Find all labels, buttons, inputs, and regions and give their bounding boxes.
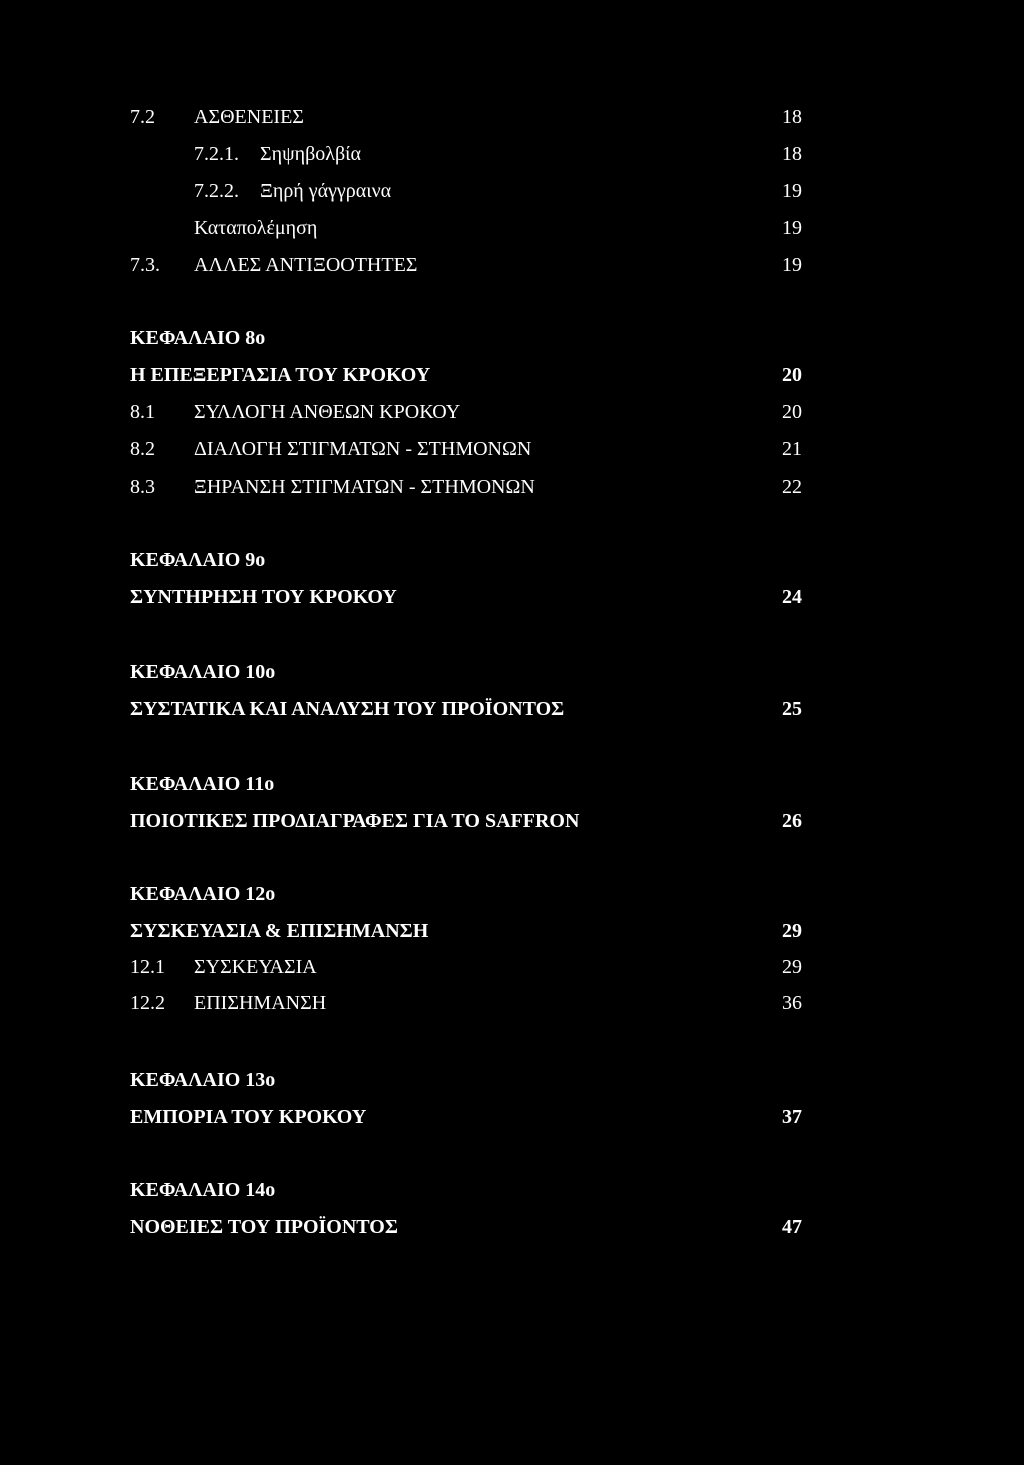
toc-entry-title: ΚΕΦΑΛΑΙΟ 13ο: [130, 1069, 276, 1091]
toc-entry: [0, 137, 1024, 171]
toc-page-number: 25: [782, 698, 802, 720]
toc-page-number: 29: [782, 920, 802, 942]
toc-heading: [0, 1063, 1024, 1097]
toc-heading: [0, 321, 1024, 355]
toc-entry-title: ΣΥΣΤΑΤΙΚΑ ΚΑΙ ΑΝΑΛΥΣΗ ΤΟΥ ΠΡΟΪΟΝΤΟΣ: [130, 698, 565, 720]
toc-page-number: 18: [782, 143, 802, 165]
toc-entry: [0, 211, 1024, 245]
toc-entry-title: ΝΟΘΕΙΕΣ ΤΟΥ ΠΡΟΪΟΝΤΟΣ: [130, 1216, 398, 1238]
toc-heading: [0, 1210, 1024, 1244]
toc-page-number: 37: [782, 1106, 802, 1128]
toc-page-number: 22: [782, 476, 802, 498]
toc-page-number: 19: [782, 217, 802, 239]
toc-entry-title: ΚΕΦΑΛΑΙΟ 11ο: [130, 773, 275, 795]
toc-entry-number: 12.1: [130, 956, 165, 978]
toc-page-number: 47: [782, 1216, 802, 1238]
toc-page-number: 20: [782, 401, 802, 423]
toc-entry-number: 8.3: [130, 476, 155, 498]
toc-heading: [0, 1173, 1024, 1207]
toc-heading: [0, 877, 1024, 911]
toc-page-number: 19: [782, 254, 802, 276]
toc-heading: [0, 358, 1024, 392]
toc-heading: [0, 543, 1024, 577]
toc-entry: [0, 950, 1024, 984]
toc-entry-title: Η ΕΠΕΞΕΡΓΑΣΙΑ ΤΟΥ ΚΡΟΚΟΥ: [130, 364, 431, 386]
toc-entry-number: 7.2.1.: [194, 143, 239, 165]
toc-page-number: 19: [782, 180, 802, 202]
toc-entry-number: 12.2: [130, 992, 165, 1014]
toc-heading: [0, 767, 1024, 801]
toc-entry: [0, 248, 1024, 282]
toc-entry-number: 7.3.: [130, 254, 160, 276]
toc-entry-title: ΚΕΦΑΛΑΙΟ 9ο: [130, 549, 266, 571]
toc-entry-title: ΚΕΦΑΛΑΙΟ 8ο: [130, 327, 266, 349]
toc-entry-title: Καταπολέμηση: [194, 217, 318, 239]
toc-page-number: 24: [782, 586, 802, 608]
toc-entry-title: ΔΙΑΛΟΓΗ ΣΤΙΓΜΑΤΩΝ - ΣΤΗΜΟΝΩΝ: [194, 438, 532, 460]
toc-entry-number: 8.1: [130, 401, 155, 423]
toc-entry-title: ΑΛΛΕΣ ΑΝΤΙΞΟΟΤΗΤΕΣ: [194, 254, 418, 276]
toc-entry-title: ΚΕΦΑΛΑΙΟ 12ο: [130, 883, 276, 905]
toc-page-number: 29: [782, 956, 802, 978]
toc-entry: [0, 174, 1024, 208]
toc-entry-number: 7.2: [130, 106, 155, 128]
toc-entry-title: ΕΜΠΟΡΙΑ ΤΟΥ ΚΡΟΚΟΥ: [130, 1106, 367, 1128]
toc-entry-title: ΣΥΣΚΕΥΑΣΙΑ & ΕΠΙΣΗΜΑΝΣΗ: [130, 920, 429, 942]
toc-entry-title: ΕΠΙΣΗΜΑΝΣΗ: [194, 992, 327, 1014]
toc-heading: [0, 655, 1024, 689]
toc-page-number: 18: [782, 106, 802, 128]
toc-page-number: 36: [782, 992, 802, 1014]
toc-entry-title: Σηψηβολβία: [260, 143, 361, 165]
toc-entry-number: 7.2.2.: [194, 180, 239, 202]
toc-page-number: 21: [782, 438, 802, 460]
toc-heading: [0, 1100, 1024, 1134]
toc-entry: [0, 100, 1024, 134]
toc-entry-title: ΣΥΣΚΕΥΑΣΙΑ: [194, 956, 317, 978]
toc-entry-title: ΠΟΙΟΤΙΚΕΣ ΠΡΟΔΙΑΓΡΑΦΕΣ ΓΙΑ ΤΟ SAFFRON: [130, 810, 580, 832]
toc-entry: [0, 395, 1024, 429]
toc-entry-title: Ξηρή γάγγραινα: [260, 180, 392, 202]
toc-entry: [0, 432, 1024, 466]
toc-entry-title: ΚΕΦΑΛΑΙΟ 10ο: [130, 661, 276, 683]
toc-entry-title: ΑΣΘΕΝΕΙΕΣ: [194, 106, 304, 128]
toc-heading: [0, 914, 1024, 948]
toc-entry-title: ΣΥΝΤΗΡΗΣΗ ΤΟΥ ΚΡΟΚΟΥ: [130, 586, 397, 608]
toc-entry: [0, 986, 1024, 1020]
toc-entry: [0, 470, 1024, 504]
toc-entry-title: ΣΥΛΛΟΓΗ ΑΝΘΕΩΝ ΚΡΟΚΟΥ: [194, 401, 461, 423]
toc-entry-title: ΞΗΡΑΝΣΗ ΣΤΙΓΜΑΤΩΝ - ΣΤΗΜΟΝΩΝ: [194, 476, 535, 498]
toc-entry-title: ΚΕΦΑΛΑΙΟ 14ο: [130, 1179, 276, 1201]
toc-page-number: 26: [782, 810, 802, 832]
toc-page-number: 20: [782, 364, 802, 386]
toc-heading: [0, 804, 1024, 838]
toc-entry-number: 8.2: [130, 438, 155, 460]
toc-heading: [0, 692, 1024, 726]
toc-heading: [0, 580, 1024, 614]
